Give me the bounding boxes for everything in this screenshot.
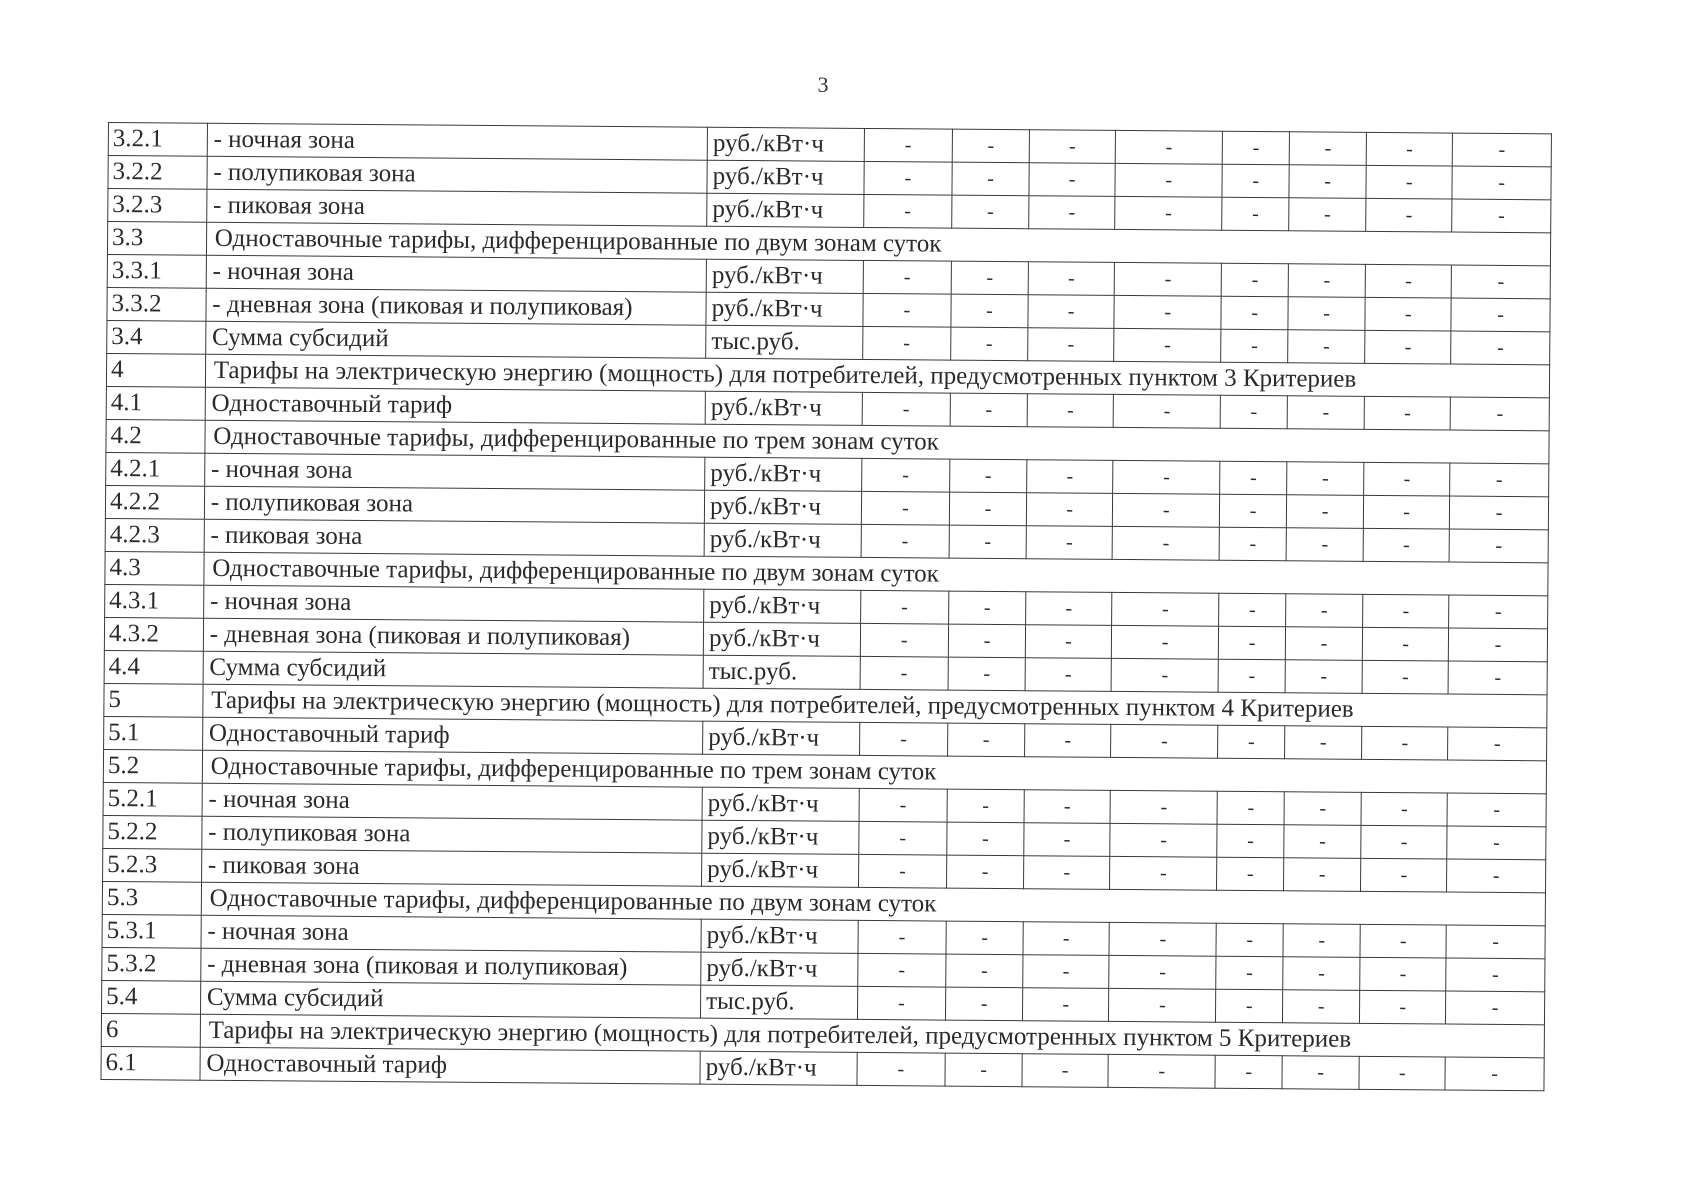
value-cell: -: [1286, 528, 1364, 562]
value-cell: -: [951, 261, 1029, 295]
value-cell: -: [861, 491, 949, 525]
value-cell: -: [946, 921, 1024, 955]
value-cell: -: [1216, 956, 1283, 990]
row-name: Одноставочный тариф: [200, 1047, 701, 1084]
value-cell: -: [862, 326, 950, 360]
value-cell: -: [1452, 166, 1551, 200]
section-heading: Одноставочные тарифы, дифференцированные по двум зонам суток: [204, 552, 1548, 596]
value-cell: -: [1222, 197, 1289, 231]
value-cell: -: [1115, 163, 1223, 197]
value-cell: -: [952, 195, 1030, 229]
row-unit: руб./кВт·ч: [702, 787, 859, 821]
value-cell: -: [1110, 856, 1218, 890]
row-unit: руб./кВт·ч: [702, 820, 859, 854]
value-cell: -: [948, 591, 1026, 625]
value-cell: -: [1359, 1056, 1445, 1090]
value-cell: -: [1282, 1056, 1360, 1090]
row-unit: руб./кВт·ч: [704, 490, 861, 524]
value-cell: -: [1026, 526, 1112, 560]
section-heading: Тарифы на электрическую энергию (мощность) для потребителей, предусмотренных пунктом 5 Критериев: [200, 1014, 1544, 1058]
value-cell: -: [1216, 923, 1283, 957]
tariff-table: [100, 122, 1551, 1091]
value-cell: -: [1222, 263, 1289, 297]
value-cell: -: [1110, 790, 1218, 824]
value-cell: -: [1025, 724, 1111, 758]
row-unit: руб./кВт·ч: [704, 589, 861, 623]
value-cell: -: [862, 392, 950, 426]
row-unit: руб./кВт·ч: [705, 457, 862, 491]
value-cell: -: [949, 525, 1027, 559]
value-cell: -: [1217, 857, 1284, 891]
value-cell: -: [1115, 130, 1223, 164]
value-cell: -: [1447, 793, 1546, 827]
value-cell: -: [1363, 594, 1449, 628]
value-cell: -: [1114, 328, 1222, 362]
row-name: Одноставочный тариф: [205, 387, 706, 424]
value-cell: -: [1364, 462, 1450, 496]
value-cell: -: [947, 822, 1025, 856]
row-name: Сумма субсидий: [205, 321, 706, 358]
row-name: Сумма субсидий: [200, 981, 701, 1018]
value-cell: -: [1219, 626, 1286, 660]
value-cell: -: [1113, 394, 1221, 428]
row-number: 4.2.3: [105, 518, 204, 552]
value-cell: -: [1449, 529, 1548, 563]
value-cell: -: [1286, 495, 1364, 529]
row-number: 4.2.2: [105, 485, 204, 519]
value-cell: -: [1219, 593, 1286, 627]
row-unit: руб./кВт·ч: [707, 127, 864, 161]
value-cell: -: [859, 722, 947, 756]
value-cell: -: [1220, 461, 1287, 495]
value-cell: -: [1451, 331, 1550, 365]
value-cell: -: [1112, 493, 1220, 527]
row-number: 4.2.1: [106, 452, 205, 486]
value-cell: -: [1288, 330, 1366, 364]
row-number: 4.1: [106, 386, 205, 420]
value-cell: -: [1284, 792, 1362, 826]
row-number: 4.3.2: [104, 617, 203, 651]
row-number: 5: [104, 683, 203, 717]
row-name: - ночная зона: [207, 123, 708, 160]
value-cell: -: [1448, 628, 1547, 662]
row-unit: руб./кВт·ч: [700, 1051, 857, 1085]
value-cell: -: [1289, 132, 1367, 166]
value-cell: -: [858, 920, 946, 954]
value-cell: -: [1028, 262, 1114, 296]
value-cell: -: [1027, 493, 1113, 527]
value-cell: -: [1365, 330, 1451, 364]
value-cell: -: [950, 393, 1028, 427]
value-cell: -: [859, 788, 947, 822]
row-number: 3.3: [107, 222, 206, 256]
value-cell: -: [1218, 659, 1285, 693]
value-cell: -: [949, 459, 1027, 493]
row-unit: руб./кВт·ч: [701, 919, 858, 953]
value-cell: -: [858, 854, 946, 888]
row-number: 3.2.1: [108, 123, 207, 157]
page-number: 3: [817, 72, 829, 97]
value-cell: -: [1216, 989, 1283, 1023]
value-cell: -: [857, 1052, 945, 1086]
value-cell: -: [1109, 988, 1217, 1022]
value-cell: -: [1363, 627, 1449, 661]
value-cell: -: [860, 623, 948, 657]
value-cell: -: [1364, 396, 1450, 430]
value-cell: -: [1023, 955, 1109, 989]
row-number: 4.4: [104, 650, 203, 684]
value-cell: -: [947, 789, 1025, 823]
value-cell: -: [952, 129, 1030, 163]
value-cell: -: [863, 260, 951, 294]
value-cell: -: [1027, 394, 1113, 428]
section-heading: Одноставочные тарифы, дифференцированные по двум зонам суток: [206, 222, 1550, 266]
row-number: 4.2: [106, 419, 205, 453]
value-cell: -: [1218, 725, 1285, 759]
value-cell: -: [1029, 163, 1115, 197]
row-name: - дневная зона (пиковая и полупиковая): [201, 948, 702, 985]
value-cell: -: [1446, 925, 1545, 959]
value-cell: -: [1217, 791, 1284, 825]
row-unit: руб./кВт·ч: [704, 523, 861, 557]
row-number: 3.4: [107, 320, 206, 354]
row-name: - ночная зона: [206, 255, 707, 292]
row-unit: руб./кВт·ч: [703, 622, 860, 656]
row-name: Сумма субсидий: [203, 651, 704, 688]
value-cell: -: [1452, 133, 1551, 167]
row-number: 5.3.2: [102, 947, 201, 981]
row-number: 4: [106, 353, 205, 387]
value-cell: -: [1366, 132, 1452, 166]
value-cell: -: [858, 953, 946, 987]
value-cell: -: [859, 821, 947, 855]
value-cell: -: [1448, 727, 1547, 761]
value-cell: -: [864, 194, 952, 228]
value-cell: -: [1282, 990, 1360, 1024]
row-number: 5.3.1: [102, 914, 201, 948]
value-cell: -: [1025, 658, 1111, 692]
value-cell: -: [946, 954, 1024, 988]
value-cell: -: [949, 492, 1027, 526]
row-name: - дневная зона (пиковая и полупиковая): [206, 288, 707, 325]
value-cell: -: [1109, 955, 1217, 989]
value-cell: -: [1023, 922, 1109, 956]
value-cell: -: [1027, 460, 1113, 494]
value-cell: -: [1287, 462, 1365, 496]
value-cell: -: [1029, 196, 1115, 230]
row-name: Одноставочный тариф: [202, 717, 703, 754]
value-cell: -: [1285, 627, 1363, 661]
value-cell: -: [1286, 594, 1364, 628]
row-name: - полупиковая зона: [207, 156, 708, 193]
value-cell: -: [1362, 660, 1448, 694]
value-cell: -: [1289, 198, 1367, 232]
row-name: - полупиковая зона: [204, 486, 705, 523]
row-name: - дневная зона (пиковая и полупиковая): [203, 618, 704, 655]
value-cell: -: [947, 723, 1025, 757]
value-cell: -: [948, 657, 1026, 691]
value-cell: -: [945, 1053, 1023, 1087]
value-cell: -: [1022, 1054, 1108, 1088]
value-cell: -: [1366, 198, 1452, 232]
value-cell: -: [946, 855, 1024, 889]
value-cell: -: [1221, 329, 1288, 363]
row-unit: тыс.руб.: [706, 325, 863, 359]
value-cell: -: [861, 458, 949, 492]
row-number: 6.1: [101, 1046, 200, 1080]
value-cell: -: [1446, 991, 1545, 1025]
row-name: - ночная зона: [204, 453, 705, 490]
value-cell: -: [1219, 527, 1286, 561]
row-name: - полупиковая зона: [202, 816, 703, 853]
value-cell: -: [1220, 494, 1287, 528]
value-cell: -: [1361, 825, 1447, 859]
value-cell: -: [1360, 990, 1446, 1024]
value-cell: -: [1024, 790, 1110, 824]
value-cell: -: [1024, 823, 1110, 857]
row-number: 3.2.3: [108, 189, 207, 223]
row-name: - ночная зона: [202, 783, 703, 820]
value-cell: -: [860, 590, 948, 624]
value-cell: -: [1288, 264, 1366, 298]
row-name: - пиковая зона: [206, 189, 707, 226]
value-cell: -: [1285, 660, 1363, 694]
row-unit: руб./кВт·ч: [707, 160, 864, 194]
row-unit: тыс.руб.: [701, 985, 858, 1019]
row-unit: руб./кВт·ч: [705, 391, 862, 425]
value-cell: -: [1450, 496, 1549, 530]
value-cell: -: [1363, 528, 1449, 562]
value-cell: -: [1111, 724, 1219, 758]
value-cell: -: [1289, 165, 1367, 199]
value-cell: -: [1361, 792, 1447, 826]
value-cell: -: [952, 162, 1030, 196]
value-cell: -: [948, 624, 1026, 658]
value-cell: -: [1028, 295, 1114, 329]
value-cell: -: [1223, 131, 1290, 165]
row-number: 5.2: [103, 749, 202, 783]
value-cell: -: [1366, 165, 1452, 199]
row-number: 5.4: [101, 980, 200, 1014]
row-unit: руб./кВт·ч: [702, 853, 859, 887]
value-cell: -: [1365, 297, 1451, 331]
section-heading: Одноставочные тарифы, дифференцированные по двум зонам суток: [201, 882, 1545, 926]
value-cell: -: [863, 293, 951, 327]
value-cell: -: [1283, 858, 1361, 892]
value-cell: -: [1283, 957, 1361, 991]
value-cell: -: [1222, 164, 1289, 198]
row-number: 4.3: [105, 551, 204, 585]
value-cell: -: [864, 161, 952, 195]
value-cell: -: [1110, 823, 1218, 857]
value-cell: -: [1285, 726, 1363, 760]
value-cell: -: [1452, 199, 1551, 233]
value-cell: -: [1029, 130, 1115, 164]
row-number: 5.2.1: [103, 782, 202, 816]
row-name: - ночная зона: [201, 915, 702, 952]
value-cell: -: [1447, 826, 1546, 860]
value-cell: -: [1447, 859, 1546, 893]
value-cell: -: [860, 656, 948, 690]
row-number: 3.3.2: [107, 287, 206, 321]
value-cell: -: [861, 524, 949, 558]
section-heading: Одноставочные тарифы, дифференцированные по трем зонам суток: [202, 750, 1546, 794]
row-number: 5.3: [102, 881, 201, 915]
value-cell: -: [1112, 592, 1220, 626]
row-name: - пиковая зона: [201, 849, 702, 886]
row-unit: руб./кВт·ч: [701, 952, 858, 986]
value-cell: -: [1023, 988, 1109, 1022]
value-cell: -: [1221, 395, 1288, 429]
section-heading: Тарифы на электрическую энергию (мощность) для потребителей, предусмотренных пунктом 3 Критериев: [205, 354, 1549, 398]
value-cell: -: [864, 128, 952, 162]
row-unit: руб./кВт·ч: [706, 292, 863, 326]
value-cell: -: [1114, 262, 1222, 296]
value-cell: -: [1287, 396, 1365, 430]
value-cell: -: [951, 294, 1029, 328]
row-unit: руб./кВт·ч: [703, 721, 860, 755]
value-cell: -: [945, 987, 1023, 1021]
value-cell: -: [1360, 957, 1446, 991]
value-cell: -: [1111, 658, 1219, 692]
value-cell: -: [1288, 297, 1366, 331]
value-cell: -: [1445, 1057, 1544, 1091]
value-cell: -: [951, 327, 1029, 361]
row-number: 3.3.1: [107, 254, 206, 288]
value-cell: -: [1446, 958, 1545, 992]
value-cell: -: [1283, 924, 1361, 958]
value-cell: -: [1108, 1054, 1216, 1088]
row-unit: руб./кВт·ч: [706, 259, 863, 293]
row-name: - ночная зона: [203, 585, 704, 622]
value-cell: -: [1284, 825, 1362, 859]
value-cell: -: [1365, 264, 1451, 298]
value-cell: -: [857, 986, 945, 1020]
row-unit: руб./кВт·ч: [707, 193, 864, 227]
value-cell: -: [1112, 526, 1220, 560]
row-number: 5.1: [104, 716, 203, 750]
value-cell: -: [1109, 922, 1217, 956]
value-cell: -: [1450, 397, 1549, 431]
value-cell: -: [1448, 661, 1547, 695]
value-cell: -: [1362, 726, 1448, 760]
value-cell: -: [1114, 295, 1222, 329]
value-cell: -: [1450, 463, 1549, 497]
value-cell: -: [1451, 298, 1550, 332]
row-number: 3.2.2: [108, 156, 207, 190]
section-heading: Одноставочные тарифы, дифференцированные по трем зонам суток: [205, 420, 1549, 464]
section-heading: Тарифы на электрическую энергию (мощность) для потребителей, предусмотренных пунктом 4 Критериев: [203, 684, 1547, 728]
value-cell: -: [1221, 296, 1288, 330]
value-cell: -: [1360, 924, 1446, 958]
value-cell: -: [1026, 592, 1112, 626]
row-number: 6: [101, 1013, 200, 1047]
value-cell: -: [1113, 460, 1221, 494]
value-cell: -: [1451, 265, 1550, 299]
row-number: 5.2.3: [103, 848, 202, 882]
value-cell: -: [1024, 856, 1110, 890]
value-cell: -: [1364, 495, 1450, 529]
value-cell: -: [1025, 625, 1111, 659]
value-cell: -: [1111, 625, 1219, 659]
value-cell: -: [1449, 595, 1548, 629]
value-cell: -: [1215, 1055, 1282, 1089]
value-cell: -: [1361, 858, 1447, 892]
row-name: - пиковая зона: [204, 519, 705, 556]
value-cell: -: [1115, 196, 1223, 230]
row-number: 5.2.2: [103, 815, 202, 849]
value-cell: -: [1217, 824, 1284, 858]
row-number: 4.3.1: [105, 584, 204, 618]
value-cell: -: [1028, 328, 1114, 362]
row-unit: тыс.руб.: [703, 655, 860, 689]
